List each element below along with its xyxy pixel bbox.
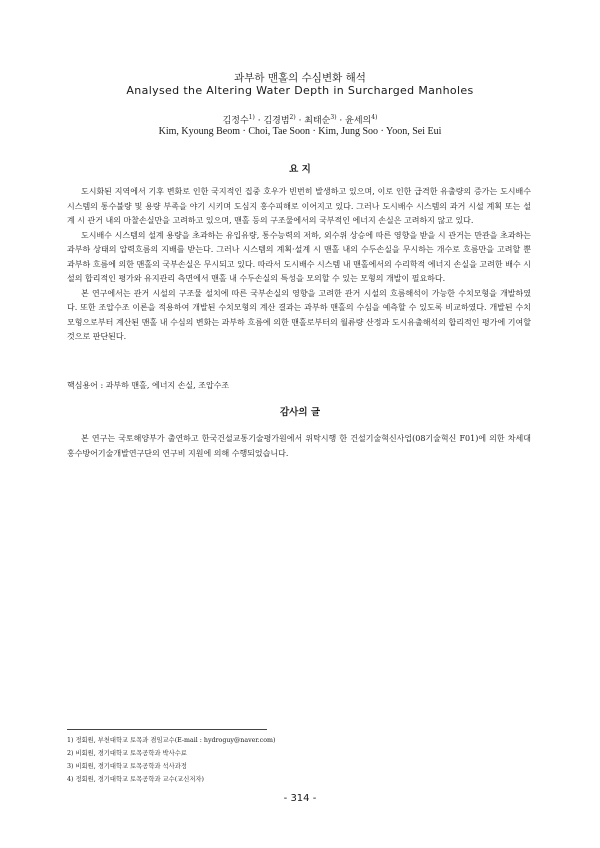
title-korean: 과부하 맨홀의 수심변화 해석: [234, 72, 366, 84]
abstract-paragraph: 본 연구에서는 관거 시설의 구조물 설치에 따른 국부손실의 영향을 고려한 관거 시설의 흐름해석이 가능한 수치모형을 개발하였다. 또한 조압수조 이론을 적용하여 개발된 수치모형의 계산 결과는 과부하 맨홀의 수심을 예측할 수 있도록 비교하였다. 개발된 수치모형으로부터 계산된 맨홀 내 수심의 변화는 과부하 흐름에 의한 맨홀로부터의 월류량 산정과 도시유출해석의 합리적인 평가에 기여할 것으로 판단된다.: [67, 288, 531, 341]
acknowledgement-heading: 감사의 글: [279, 407, 320, 418]
author-mark: 3): [330, 114, 337, 121]
authors-english: Kim, Kyoung Beom · Choi, Tae Soon · Kim, Jung Soo · Yoon, Sei Eui: [158, 126, 442, 137]
author-separator: ·: [336, 116, 346, 126]
author-name: 김경범: [263, 116, 290, 126]
author-name: 최태순: [304, 116, 331, 126]
author-mark: 2): [289, 114, 296, 121]
footnote-item: 1) 정회원, 부천대학교 토목과 겸임교수(E-mail : hydroguy@naver.com): [67, 737, 276, 744]
author-separator: ·: [295, 116, 305, 126]
footnote-item: 4) 정회원, 경기대학교 토목공학과 교수(교신저자): [67, 776, 204, 783]
author-mark: 1): [248, 114, 255, 121]
footnotes: [67, 734, 275, 786]
acknowledgement-text: 본 연구는 국토해양부가 출연하고 한국건설교통기술평가원에서 위탁시행 한 건설기술혁신사업(08기술혁신 F01)에 의한 차세대홍수방어기술개발연구단의 연구비 지원에 의해 수행되었습니다.: [67, 434, 531, 458]
keywords: 핵심용어 : 과부하 맨홀, 에너지 손실, 조압수조: [67, 381, 230, 390]
title-english: Analysed the Altering Water Depth in Surcharged Manholes: [126, 84, 474, 97]
abstract-paragraph: 도시배수 시스템의 설계 용량을 초과하는 유입유량, 통수능력의 저하, 외수위 상승에 따른 영향을 받을 시 관거는 만관을 초과하는 과부하 상태의 압력흐름의 지배를 받는다. 그러나 시스템의 계획·설계 시 맨홀 내의 수두손실을 무시하는 개수로 흐름만을 고려할 뿐 과부하 흐름에 의한 맨홀의 국부손실은 무시되고 있다. 따라서 도시배수 시스템 내 맨홀에서의 수리학적 에너지 손실을 고려한 배수 시설의 합리적인 평가와 유지관리 측면에서 맨홀 내 수두손실의 특성을 모의할 수 있는 모형의 개발이 필요하다.: [67, 230, 531, 283]
abstract-body: [67, 185, 531, 345]
abstract-heading: 요 지: [289, 164, 311, 175]
page-number: - 314 -: [283, 793, 317, 804]
footnote-item: 3) 비회원, 경기대학교 토목공학과 석사과정: [67, 763, 187, 770]
footnote-divider: [67, 729, 267, 730]
author-separator: ·: [254, 116, 264, 126]
authors-korean: [0, 113, 600, 126]
abstract-paragraph: 도시화된 지역에서 기후 변화로 인한 국지적인 집중 호우가 빈번히 발생하고 있으며, 이로 인한 급격한 유출량의 증가는 도시배수 시스템의 통수불량 및 용량 부족을 야기 시키며 도심지 홍수피해로 이어지고 있다. 그러나 도시배수 시스템의 과거 시설 계획 또는 설계 시 관거 내의 마찰손실만을 고려하고 있으며, 맨홀 등의 구조물에서의 국부적인 에너지 손실은 고려하지 않고 있다.: [67, 187, 531, 225]
author-name: 윤세의: [345, 116, 372, 126]
author-name: 김정수: [222, 116, 249, 126]
author-mark: 4): [371, 114, 378, 121]
footnote-item: 2) 비회원, 경기대학교 토목공학과 박사수료: [67, 750, 187, 757]
